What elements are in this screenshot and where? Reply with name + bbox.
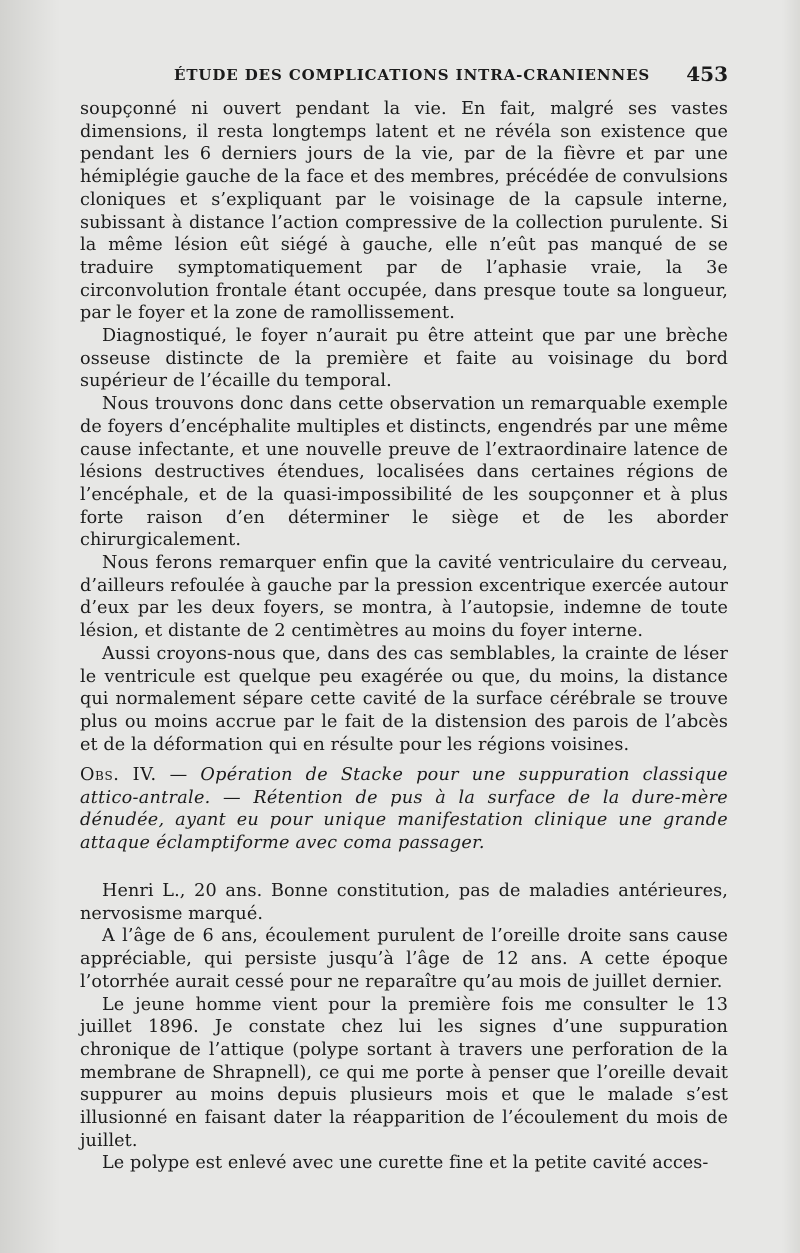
paragraph: soupçonné ni ouvert pendant la vie. En fait, malgré ses vastes dimensions, il resta longtemps latent et ne révéla son existence que pendant les 6 derniers jours de la vie, par de la fièvre et par une hémiplégie gauche de la face et des membres, précédée de convulsions cloniques et s’expliquant par le voisinage de la capsule interne, subissant à distance l’action compressive de la collection purulente. Si la même lésion eût siégé à gauche, elle n’eût pas manqué de se traduire symptomatiquement par de l’aphasie vraie, la 3e circonvolution frontale étant occupée, dans presque toute sa longueur, par le foyer et la zone de ramollissement. bbox=[80, 99, 728, 324]
case-text bbox=[80, 880, 728, 1175]
paragraph: Le polype est enlevé avec une curette fine et la petite cavité acces- bbox=[102, 1153, 709, 1174]
page-number: 453 bbox=[686, 62, 728, 86]
observation-heading bbox=[80, 764, 728, 855]
discussion-text bbox=[80, 98, 728, 756]
paragraph: A l’âge de 6 ans, écoulement purulent de l’oreille droite sans cause appréciable, qui persiste jusqu’à l’âge de 12 ans. A cette époque l’otorrhée aurait cessé pour ne reparaître qu’au mois de juillet dernier. bbox=[80, 926, 728, 992]
paragraph: Le jeune homme vient pour la première fois me consulter le 13 juillet 1896. Je constate chez lui les signes d’une suppuration chronique de l’attique (polype sortant à travers une perforation de la membrane de Shrapnell), ce qui me porte à penser que l’oreille devait suppurer au moins depuis plusieurs mois et que le malade s’est illusionné en faisant dater la réapparition de l’écoulement du mois de juillet. bbox=[80, 994, 728, 1151]
paragraph: Nous trouvons donc dans cette observation un remarquable exemple de foyers d’encéphalite multiples et distincts, engendrés par une même cause infectante, et une nouvelle preuve de l’extraordinaire latence de lésions destructives étendues, localisées dans certaines régions de l’encéphale, et de la quasi-impossibilité de les soupçonner et à plus forte raison d’en déterminer le siège et de les aborder chirurgicalement. bbox=[80, 394, 728, 551]
observation-label: Obs. IV. bbox=[80, 765, 157, 785]
running-title: ÉTUDE DES COMPLICATIONS INTRA-CRANIENNES bbox=[174, 66, 651, 84]
page-header bbox=[80, 58, 728, 88]
paragraph: Diagnostiqué, le foyer n’aurait pu être atteint que par une brèche osseuse distincte de la première et faite au voisinage du bord supérieur de l’écaille du temporal. bbox=[80, 326, 728, 392]
observation-title: Opération de Stacke pour une suppuration classique attico-antrale. — Rétention de pus à la surface de la dure-mère dénudée, ayant eu pour unique manifestation clinique une grande attaque éclamptiforme avec coma passager. bbox=[80, 765, 728, 854]
paragraph: Nous ferons remarquer enfin que la cavité ventriculaire du cerveau, d’ailleurs refoulée à gauche par la pression excentrique exercée autour d’eux par les deux foyers, se montra, à l’autopsie, indemne de toute lésion, et distante de 2 centimètres au moins du foyer interne. bbox=[80, 553, 728, 642]
paragraph: Henri L., 20 ans. Bonne constitution, pas de maladies antérieures, nervosisme marqué. bbox=[80, 881, 728, 924]
observation-dash: — bbox=[169, 765, 188, 785]
paragraph: Aussi croyons-nous que, dans des cas semblables, la crainte de léser le ventricule est quelque peu exagérée ou que, du moins, la distance qui normalement sépare cette cavité de la surface cérébrale se trouve plus ou moins accrue par le fait de la distension des parois de l’abcès et de la déformation qui en résulte pour les régions voisines. bbox=[80, 643, 728, 755]
